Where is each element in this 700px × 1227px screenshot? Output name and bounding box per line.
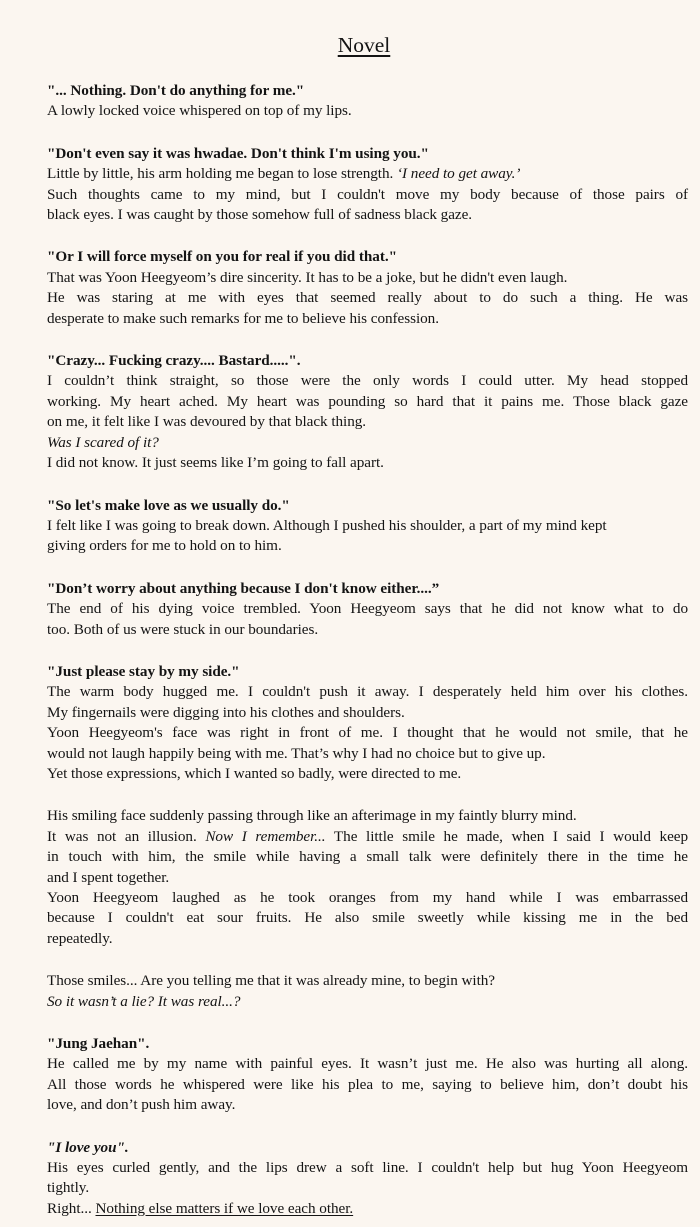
narration-line: Those smiles... Are you telling me that it was already mine, to begin with? xyxy=(47,972,495,990)
paragraph-11 xyxy=(47,1138,688,1220)
narration-line: and I spent together. xyxy=(47,868,170,886)
narration-line: Such thoughts came to my mind, but I couldn't move my body because of those pairs of xyxy=(47,185,688,203)
narration-line: He called me by my name with painful eyes. It wasn’t just me. He also was hurting all along. xyxy=(47,1055,688,1073)
paragraph-9 xyxy=(47,971,688,1012)
paragraph-6 xyxy=(47,579,688,640)
paragraph-5 xyxy=(47,496,688,557)
narration-line: giving orders for me to hold on to him. xyxy=(47,537,282,555)
dialogue-line: "I love you". xyxy=(47,1138,129,1156)
dialogue-line: "Jung Jaehan". xyxy=(47,1035,150,1053)
narration-text: The little smile he made, when I said I would keep xyxy=(325,827,688,845)
inner-thought: ‘I need to get away.’ xyxy=(397,165,521,183)
narration-text: It was not an illusion. xyxy=(47,827,206,845)
paragraph-1 xyxy=(47,81,688,122)
narration-line: black eyes. I was caught by those somehow full of sadness black gaze. xyxy=(47,206,473,224)
paragraph-10 xyxy=(47,1034,688,1116)
narration-text: Little by little, his arm holding me began to lose strength. xyxy=(47,165,398,183)
narration-line: in touch with him, the smile while having a small talk were definitely there in the time he xyxy=(47,848,688,866)
narration-line: His eyes curled gently, and the lips drew a soft line. I couldn't help but hug Yoon Heegyeom xyxy=(47,1159,688,1177)
narration-line: because I couldn't eat sour fruits. He also smile sweetly while kissing me in the bed xyxy=(47,909,688,927)
paragraph-4 xyxy=(47,351,688,473)
narration-line: I couldn’t think straight, so those were the only words I could utter. My head stopped xyxy=(47,372,688,390)
narration-line: A lowly locked voice whispered on top of my lips. xyxy=(47,102,352,120)
paragraph-7 xyxy=(47,662,688,784)
narration-line: My fingernails were digging into his clothes and shoulders. xyxy=(47,703,405,721)
narration-line: I felt like I was going to break down. Although I pushed his shoulder, a part of my mind kept xyxy=(47,516,607,534)
narration-line: desperate to make such remarks for me to believe his confession. xyxy=(47,309,439,327)
narration-line: repeatedly. xyxy=(47,929,113,947)
narration-line: I did not know. It just seems like I’m going to fall apart. xyxy=(47,454,384,472)
dialogue-line: "Just please stay by my side." xyxy=(47,662,240,680)
dialogue-line: "... Nothing. Don't do anything for me." xyxy=(47,82,305,99)
narration-line: would not laugh happily being with me. That’s why I had no choice but to give up. xyxy=(47,744,546,762)
inner-thought: Now I remember... xyxy=(205,827,326,845)
narration-line: Yoon Heegyeom's face was right in front of me. I thought that he would not smile, that he xyxy=(47,724,688,742)
narration-line xyxy=(47,164,688,184)
narration-line: The end of his dying voice trembled. Yoon Heegyeom says that he did not know what to do xyxy=(47,600,688,618)
dialogue-line: "So let's make love as we usually do." xyxy=(47,496,290,514)
narration-line: tightly. xyxy=(47,1179,90,1197)
closing-line: Nothing else matters if we love each other. xyxy=(95,1199,354,1217)
narration-line: love, and don’t push him away. xyxy=(47,1096,236,1114)
dialogue-line: "Don’t worry about anything because I don't know either....” xyxy=(47,579,440,597)
page-title: Novel xyxy=(337,33,391,57)
inner-thought: So it wasn’t a lie? It was real...? xyxy=(47,992,241,1010)
narration-text: Right... xyxy=(47,1199,96,1217)
narration-line: His smiling face suddenly passing through like an afterimage in my faintly blurry mind. xyxy=(47,807,577,825)
dialogue-line: "Don't even say it was hwadae. Don't think I'm using you." xyxy=(47,144,429,162)
inner-thought: Was I scared of it? xyxy=(47,433,159,451)
narration-line xyxy=(47,827,688,847)
paragraph-2 xyxy=(47,144,688,226)
dialogue-line: "Or I will force myself on you for real if you did that." xyxy=(47,248,397,266)
narration-line: All those words he whispered were like his plea to me, saying to believe him, don’t doubt his xyxy=(47,1075,688,1093)
narration-line xyxy=(47,1199,688,1219)
narration-line: too. Both of us were stuck in our boundaries. xyxy=(47,620,319,638)
narration-line: The warm body hugged me. I couldn't push it away. I desperately held him over his clothes. xyxy=(47,683,688,701)
narration-line: working. My heart ached. My heart was pounding so hard that it pains me. Those black gaze xyxy=(47,392,688,410)
narration-line: He was staring at me with eyes that seemed really about to do such a thing. He was xyxy=(47,289,688,307)
dialogue-line: "Crazy... Fucking crazy.... Bastard.....". xyxy=(47,352,301,370)
narration-line: on me, it felt like I was devoured by that black thing. xyxy=(47,413,367,431)
narration-line: That was Yoon Heegyeom’s dire sincerity. It has to be a joke, but he didn't even laugh. xyxy=(47,268,568,286)
paragraph-3 xyxy=(47,247,688,329)
paragraph-8 xyxy=(47,806,688,949)
narration-line: Yoon Heegyeom laughed as he took oranges from my hand while I was embarrassed xyxy=(47,889,688,906)
narration-line: Yet those expressions, which I wanted so badly, were directed to me. xyxy=(47,764,462,782)
